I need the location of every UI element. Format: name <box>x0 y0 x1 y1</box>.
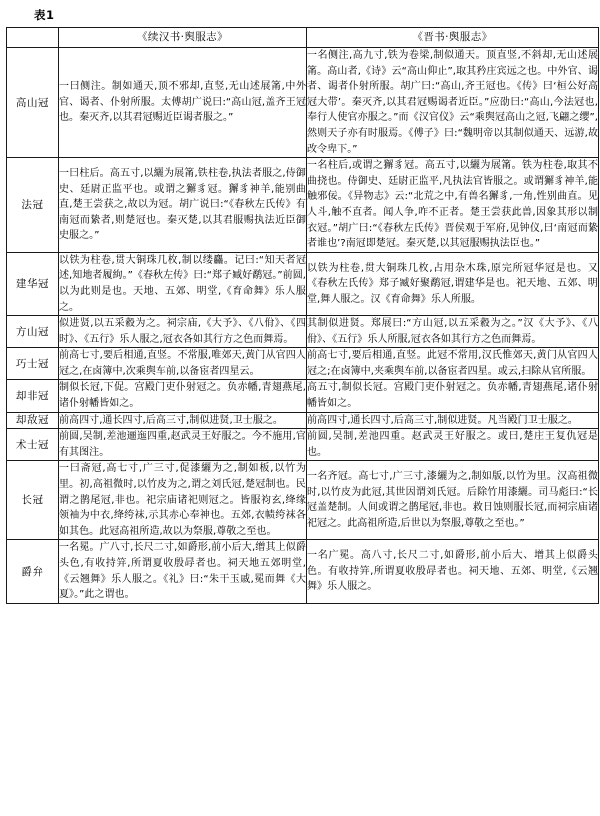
row-label-巧士冠: 巧士冠 <box>7 348 59 380</box>
cell-xuhanshu <box>59 316 307 348</box>
row-label-法冠: 法冠 <box>7 158 59 253</box>
header-cell-jinshu: 《晋书·舆服志》 <box>307 28 599 48</box>
table-row <box>7 461 599 540</box>
cell-jinshu <box>307 540 599 603</box>
cell-text: 一名柱后,或谓之獬豸冠。高五寸,以纚为展筩。铁为柱卷,取其不曲挠也。侍御史、廷尉正监平,凡执法官皆服之。或谓獬豸神羊,能触邪佞。《异物志》云:“北荒之中,有兽名獬豸,一角,性别曲直。见人斗,触不直者。闻人争,咋不正者。楚王尝获此兽,因象其形以制衣冠。”胡广曰:“《春秋左氏传》晋侯观于军府,见钟仪,曰‘南冠而絷者谁也’?南冠即楚冠。秦灭楚,以其冠服赐执法臣也。” <box>307 160 598 250</box>
cell-text: 前高四寸,通长四寸,后高三寸,制似进贤,卫士服之。 <box>59 414 283 426</box>
cell-jinshu <box>307 158 599 253</box>
cell-text: 一名齐冠。高七寸,广三寸,漆纚为之,制如版,以竹为里。汉高祖微时,以竹皮为此冠,其世因谓刘氏冠。后除竹用漆纚。司马彪曰:“长冠盖楚制。人间或谓之鹊尾冠,非也。救日蚀则服长冠,而祠宗庙诸祀冠之。此高祖所造,后世以为祭服,尊敬之至也。” <box>307 471 598 530</box>
cell-text: 一名侧注,高九寸,铁为卷梁,制似通天。顶直竖,不斜却,无山述展筩。高山者,《诗》云“高山仰止”,取其矜庄宾远之也。中外官、谒者、谒者仆射所服。胡广曰:“高山,齐王冠也。《传》曰‘桓公好高冠大带’。秦灭齐,以其君冠赐谒者近臣。”应劭曰:“高山,今法冠也,奉行人使官亦服之。”而《汉官仪》云“乘舆冠高山之冠,飞翩之缨”,然则天子亦有时服焉。《傅子》曰:“魏明帝以其制似通天、远游,故改令卑下。” <box>307 50 598 155</box>
cell-text: 制似长冠,下促。宫殿门吏仆射冠之。负赤幡,青翅燕尾,诸仆射幡皆如之。 <box>59 382 306 410</box>
cell-text: 前高四寸,通长四寸,后高三寸,制似进贤。凡当殿门卫士服之。 <box>307 414 578 426</box>
cell-text: 一曰斋冠,高七寸,广三寸,促漆纚为之,制如板,以竹为里。初,高祖微时,以竹皮为之,谓之刘氏冠,楚冠制也。民谓之鹊尾冠,非也。祀宗庙诸祀则冠之。皆服袀玄,绛缘领袖为中衣,绛绔袜,示其赤心奉神也。五郊,衣帻绔袜各如其色。此冠高祖所造,故以为祭服,尊敬之至也。 <box>59 463 306 537</box>
cell-text: 以铁为柱卷,贯大铜珠几枚,占用杂木珠,原完所冠华冠是也。又《春秋左氏传》郑子臧好聚鹬冠,谓建华是也。祀天地、五郊、明堂,舞人服之。汉《育命舞》乐人所服。 <box>307 262 598 305</box>
cell-jinshu <box>307 348 599 380</box>
cell-xuhanshu <box>59 252 307 315</box>
cell-text: 似进贤,以五采縠为之。祠宗庙,《大予》、《八佾》、《四时》、《五行》乐人服之,冠衣各如其行方之色而舞焉。 <box>59 318 306 345</box>
row-label-高山冠: 高山冠 <box>7 48 59 158</box>
row-label-却敌冠: 却敌冠 <box>7 412 59 429</box>
table-row <box>7 540 599 603</box>
table-row <box>7 316 599 348</box>
cell-jinshu <box>307 48 599 158</box>
comparison-table <box>6 27 599 604</box>
cell-jinshu <box>307 252 599 315</box>
table-caption: 表1 <box>34 8 55 22</box>
cell-text: 一曰侧注。制如通天,顶不邪却,直竖,无山述展筩,中外官、谒者、仆射所服。太傅胡广说曰:“高山冠,盖齐王冠也。秦灭齐,以其君冠赐近臣谒者服之。” <box>59 81 306 124</box>
cell-text: 其制似进贤。郑展曰:“方山冠,以五采縠为之。”汉《大予》、《八佾》、《五行》乐人所服,冠衣各如其行方之色而舞焉。 <box>307 318 598 345</box>
cell-text: 前高七寸,要后相通,直竖。不常服,唯郊天,黄门从官四人冠之,在卤簿中,次乘舆车前,以备宦者四星云。 <box>59 350 306 377</box>
cell-jinshu <box>307 429 599 461</box>
cell-jinshu <box>307 380 599 412</box>
cell-jinshu <box>307 412 599 429</box>
cell-xuhanshu <box>59 380 307 412</box>
cell-xuhanshu <box>59 540 307 603</box>
cell-text: 一名冕。广八寸,长尺二寸,如爵形,前小后大,缯其上似爵头色,有收持笄,所谓夏收殷冔者也。祠天地五郊明堂,《云翘舞》乐人服之。《礼》曰:“朱干玉戚,冕而舞《大夏》。”此之谓也。 <box>59 542 306 601</box>
cell-jinshu <box>307 316 599 348</box>
table-row <box>7 252 599 315</box>
row-label-术士冠: 术士冠 <box>7 429 59 461</box>
cell-text: 以铁为柱卷,贯大铜珠几枚,制以缕麤。记曰:“知天者冠述,知地者履絇。”《春秋左传》曰:“郑子臧好鹬冠。”前圆,以为此则是也。天地、五郊、明堂,《育命舞》乐人服之。 <box>59 254 306 313</box>
table-header <box>7 28 599 48</box>
table-row <box>7 412 599 429</box>
table-row <box>7 48 599 158</box>
cell-xuhanshu <box>59 412 307 429</box>
row-label-爵弁: 爵弁 <box>7 540 59 603</box>
cell-text: 前高七寸,要后相通,直竖。此冠不常用,汉氏惟郊天,黄门从官四人冠之;在卤簿中,夹乘舆车前,以备宦者四星。或云,扫除从官所服。 <box>307 350 598 377</box>
table-body <box>7 48 599 604</box>
table-row <box>7 429 599 461</box>
cell-xuhanshu <box>59 461 307 540</box>
cell-jinshu <box>307 461 599 540</box>
header-cell-xuhanshu: 《续汉书·舆服志》 <box>59 28 307 48</box>
cell-xuhanshu <box>59 48 307 158</box>
cell-text: 前圆,吴制,差池四重。赵武灵王好服之。或曰,楚庄王复仇冠是也。 <box>307 431 598 458</box>
cell-text: 前圆,吴制,差池逦迤四重,赵武灵王好服之。今不施用,官有其图注。 <box>59 431 306 458</box>
row-label-建华冠: 建华冠 <box>7 252 59 315</box>
cell-text: 一名广冕。高八寸,长尺二寸,如爵形,前小后大、增其上似爵头色。有收持笄,所谓夏收殷冔者也。祠天地、五郊、明堂,《云翘舞》乐人服之。 <box>307 550 598 593</box>
cell-xuhanshu <box>59 429 307 461</box>
header-row <box>7 28 599 48</box>
cell-text: 一曰柱后。高五寸,以纚为展筩,铁柱卷,执法者服之,侍御史、廷尉正监平也。或谓之獬豸冠。獬豸神羊,能别曲直,楚王尝获之,故以为冠。胡广说曰:“《春秋左氏传》有南冠而絷者,则楚冠也。秦灭楚,以其君服赐执法近臣御史服之。” <box>59 167 306 242</box>
table-row <box>7 158 599 253</box>
row-label-却非冠: 却非冠 <box>7 380 59 412</box>
row-label-方山冠: 方山冠 <box>7 316 59 348</box>
table-row <box>7 380 599 412</box>
cell-xuhanshu <box>59 158 307 253</box>
table-row <box>7 348 599 380</box>
cell-xuhanshu <box>59 348 307 380</box>
header-cell-label <box>7 28 59 48</box>
cell-text: 高五寸,制似长冠。宫殿门吏仆射冠之。负赤幡,青翅燕尾,诸仆射幡皆如之。 <box>307 382 598 410</box>
row-label-长冠: 长冠 <box>7 461 59 540</box>
